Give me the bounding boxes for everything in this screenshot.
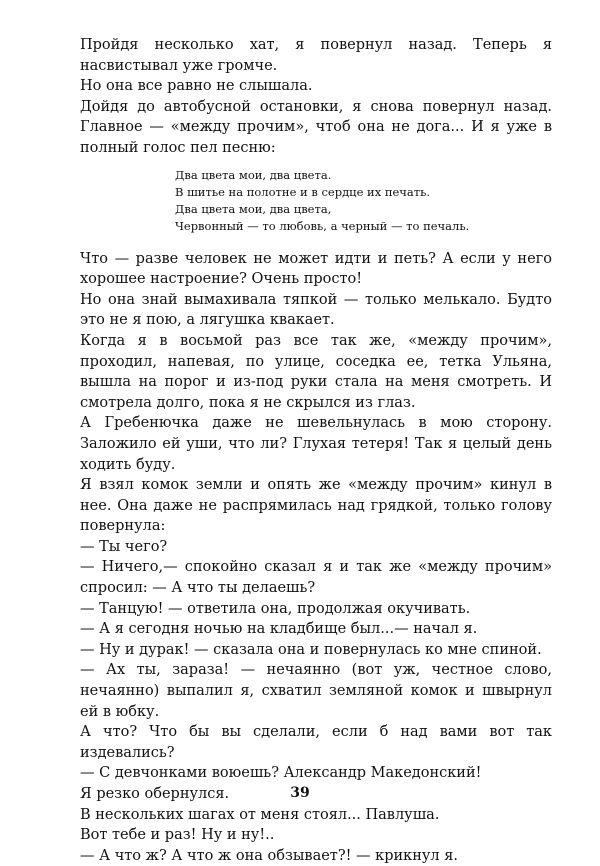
paragraph: Но она все равно не слышала.	[80, 78, 313, 95]
dialogue-line: — Ах ты, зараза! — нечаянно (вот уж, честное слово, нечаянно) выпалил я, схватил земляной комок и швырнул ей в юбку.	[80, 662, 552, 720]
verse-line: Два цвета мои, два цвета,	[175, 201, 332, 216]
dialogue-line: — С девчонками воюешь? Александр Македонский!	[80, 765, 482, 782]
paragraph: В нескольких шагах от меня стоял... Павлуша.	[80, 806, 440, 823]
dialogue-line: — Ничего,— спокойно сказал я и так же «между прочим» спросил: — А что ты делаешь?	[80, 559, 552, 597]
paragraph: Пройдя несколько хат, я повернул назад. Теперь я насвистывал уже громче.	[80, 37, 552, 74]
verse-line: В шитье на полотне и в сердце их печать.	[175, 184, 431, 199]
paragraph: Но она знай вымахивала тяпкой — только мелькало. Будто это не я пою, а лягушка квакает.	[80, 291, 552, 329]
paragraph: А Гребенючка даже не шевельнулась в мою сторону. Заложило ей уши, что ли? Глухая тетеря! Так я целый день ходить буду.	[80, 415, 552, 473]
dialogue-line: — А я сегодня ночью на кладбище был...— начал я.	[80, 621, 478, 638]
paragraph: Когда я в восьмой раз все так же, «между прочим», проходил, напевая, по улице, соседка ее, тетка Ульяна, вышла на порог и из-под руки стала на меня смотреть. И смотрела долго, пока я не скрылся из глаз.	[80, 332, 552, 411]
song-verse	[175, 167, 552, 235]
dialogue-line: — Ну и дурак! — сказала она и повернулась ко мне спиной.	[80, 641, 542, 658]
paragraph: Что — разве человек не может идти и петь? А если у него хорошее настроение? Очень просто!	[80, 250, 552, 288]
paragraph: Я взял комок земли и опять же «между прочим» кинул в нее. Она даже не распрямилась над грядкой, только голову повернула:	[80, 477, 552, 535]
verse-line: Червонный — то любовь, а черный — то печаль.	[175, 218, 470, 233]
paragraph: А что? Что бы вы сделали, если б над вами вот так издевались?	[80, 724, 552, 761]
page-number: 39	[290, 785, 310, 801]
dialogue-line: — А что ж? А что ж она обзывает?! — крикнул я.	[80, 847, 458, 864]
paragraph: Я резко обернулся.	[80, 786, 230, 802]
paragraph: Вот тебе и раз! Ну и ну!..	[80, 827, 275, 844]
paragraph: Дойдя до автобусной остановки, я снова повернул назад. Главное — «между прочим», чтоб она не дога... И я уже в полный голос пел песню:	[80, 98, 552, 156]
verse-line: Два цвета мои, два цвета.	[175, 167, 332, 182]
dialogue-line: — Ты чего?	[80, 538, 168, 555]
page-text	[80, 35, 552, 866]
dialogue-line: — Танцую! — ответила она, продолжая окучивать.	[80, 600, 471, 617]
